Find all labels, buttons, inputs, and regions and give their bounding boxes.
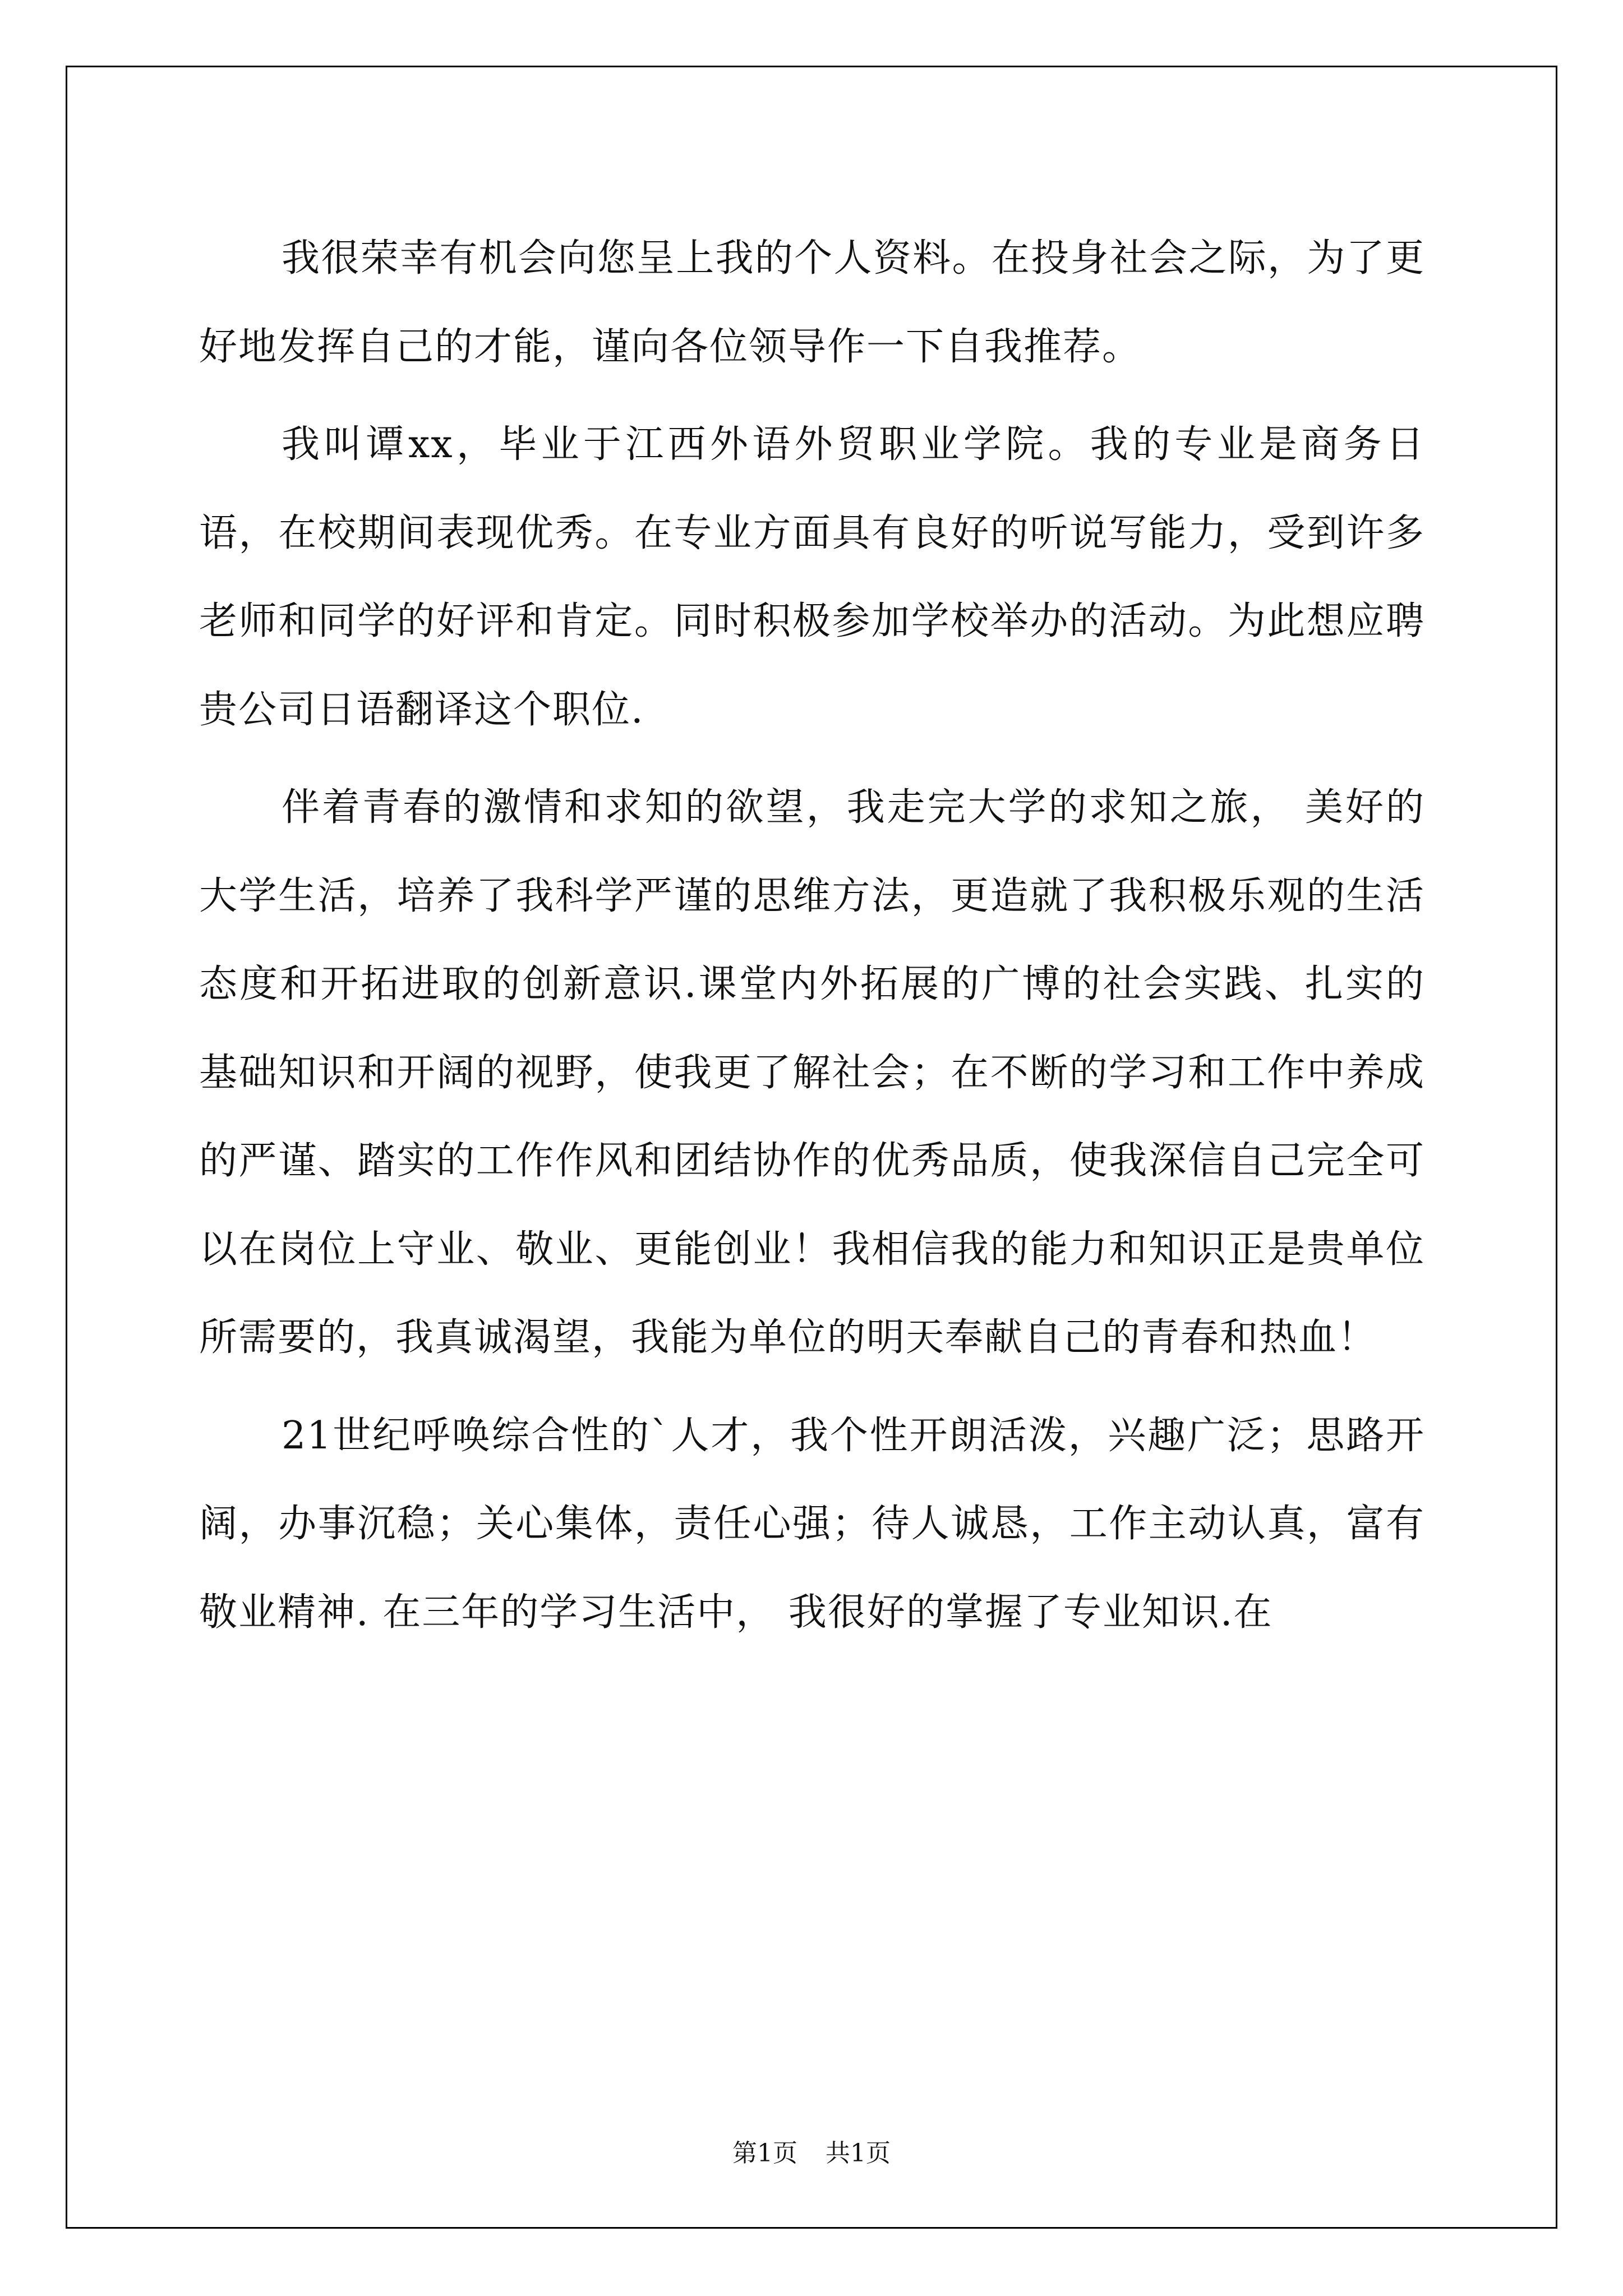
paragraph-4: 21世纪呼唤综合性的`人才，我个性开朗活泼，兴趣广泛；思路开阔，办事沉稳；关心集体，责任心强；待人诚恳，工作主动认真，富有敬业精神. 在三年的学习生活中， 我很好的掌握了专业知识.在	[199, 1413, 1425, 1635]
paragraph-2: 我叫谭xx，毕业于江西外语外贸职业学院。我的专业是商务日语，在校期间表现优秀。在专业方面具有良好的听说写能力，受到许多老师和同学的好评和肯定。同时积极参加学校举办的活动。为此想应聘贵公司日语翻译这个职位.	[199, 422, 1425, 732]
document-body	[199, 214, 1425, 1666]
page-total-label: 共1页	[826, 2139, 891, 2168]
page-footer	[0, 2133, 1623, 2169]
paragraph-1: 我很荣幸有机会向您呈上我的个人资料。在投身社会之际，为了更好地发挥自己的才能，谨向各位领导作一下自我推荐。	[199, 236, 1425, 369]
paragraph-3: 伴着青春的激情和求知的欲望，我走完大学的求知之旅， 美好的大学生活，培养了我科学严谨的思维方法，更造就了我积极乐观的生活态度和开拓进取的创新意识.课堂内外拓展的广博的社会实践、扎实的基础知识和开阔的视野，使我更了解社会；在不断的学习和工作中养成的严谨、踏实的工作作风和团结协作的优秀品质，使我深信自己完全可以在岗位上守业、敬业、更能创业！我相信我的能力和知识正是贵单位所需要的，我真诚渴望，我能为单位的明天奉献自己的青春和热血！	[199, 785, 1425, 1360]
page-current-label: 第1页	[732, 2139, 797, 2168]
